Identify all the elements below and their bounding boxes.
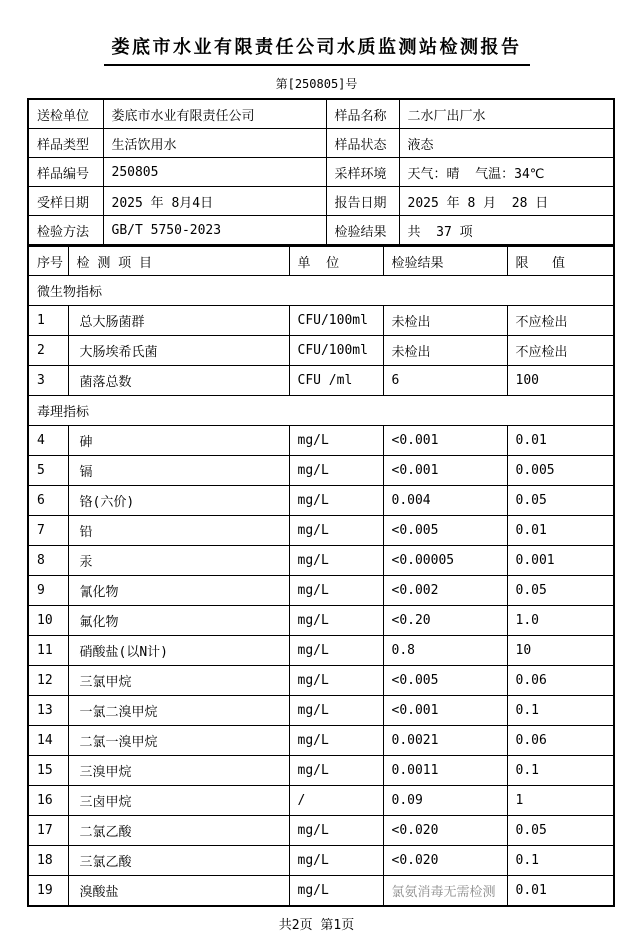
info-value: 娄底市水业有限责任公司: [103, 99, 326, 129]
section-row: [28, 276, 614, 306]
limit-value: 100: [507, 366, 614, 396]
result-row: [28, 306, 614, 336]
results-table: [27, 245, 615, 907]
info-label: 报告日期: [326, 187, 399, 216]
result-row: [28, 756, 614, 786]
unit: /: [289, 786, 383, 816]
col-header-result: 检验结果: [383, 246, 507, 276]
item-name: 三溴甲烷: [68, 756, 289, 786]
item-name: 三氯甲烷: [68, 666, 289, 696]
sample-info-table: [27, 98, 615, 246]
info-row: [28, 187, 614, 216]
section-header: 毒理指标: [28, 396, 614, 426]
row-no: 6: [28, 486, 68, 516]
result-row: [28, 786, 614, 816]
unit: mg/L: [289, 816, 383, 846]
result-row: [28, 426, 614, 456]
item-name: 菌落总数: [68, 366, 289, 396]
limit-value: 10: [507, 636, 614, 666]
row-no: 1: [28, 306, 68, 336]
limit-value: 0.001: [507, 546, 614, 576]
row-no: 8: [28, 546, 68, 576]
item-name: 三卤甲烷: [68, 786, 289, 816]
limit-value: 0.05: [507, 816, 614, 846]
info-label: 检验结果: [326, 216, 399, 246]
info-row: [28, 99, 614, 129]
row-no: 4: [28, 426, 68, 456]
info-value: 液态: [399, 129, 614, 158]
item-name: 大肠埃希氏菌: [68, 336, 289, 366]
report-title: 娄底市水业有限责任公司水质监测站检测报告: [104, 33, 530, 66]
result-row: [28, 546, 614, 576]
result-value: 未检出: [383, 336, 507, 366]
limit-value: 0.1: [507, 696, 614, 726]
row-no: 5: [28, 456, 68, 486]
info-label: 样品状态: [326, 129, 399, 158]
info-value: 2025 年 8 月 28 日: [399, 187, 614, 216]
result-row: [28, 696, 614, 726]
result-value: <0.001: [383, 456, 507, 486]
row-no: 10: [28, 606, 68, 636]
result-row: [28, 846, 614, 876]
unit: mg/L: [289, 606, 383, 636]
unit: mg/L: [289, 876, 383, 907]
info-row: [28, 216, 614, 246]
unit: mg/L: [289, 546, 383, 576]
doc-number: 第[250805]号: [275, 77, 358, 91]
result-value: 0.0011: [383, 756, 507, 786]
info-label: 样品名称: [326, 99, 399, 129]
limit-value: 1: [507, 786, 614, 816]
row-no: 17: [28, 816, 68, 846]
limit-value: 不应检出: [507, 306, 614, 336]
result-row: [28, 636, 614, 666]
info-row: [28, 129, 614, 158]
row-no: 15: [28, 756, 68, 786]
item-name: 镉: [68, 456, 289, 486]
limit-value: 0.1: [507, 756, 614, 786]
result-row: [28, 606, 614, 636]
item-name: 二氯一溴甲烷: [68, 726, 289, 756]
limit-value: 0.05: [507, 576, 614, 606]
unit: mg/L: [289, 636, 383, 666]
info-value: 250805: [103, 158, 326, 187]
col-header-no: 序号: [28, 246, 68, 276]
limit-value: 0.01: [507, 876, 614, 907]
result-row: [28, 666, 614, 696]
result-value: <0.001: [383, 426, 507, 456]
page-footer: 共2页 第1页: [278, 918, 355, 933]
item-name: 砷: [68, 426, 289, 456]
result-value: 0.8: [383, 636, 507, 666]
info-label: 检验方法: [28, 216, 103, 246]
info-label: 送检单位: [28, 99, 103, 129]
result-row: [28, 576, 614, 606]
result-row: [28, 366, 614, 396]
item-name: 一氯二溴甲烷: [68, 696, 289, 726]
result-value: <0.020: [383, 816, 507, 846]
row-no: 18: [28, 846, 68, 876]
item-name: 氰化物: [68, 576, 289, 606]
limit-value: 0.005: [507, 456, 614, 486]
row-no: 7: [28, 516, 68, 546]
result-value: <0.00005: [383, 546, 507, 576]
section-header: 微生物指标: [28, 276, 614, 306]
limit-value: 0.05: [507, 486, 614, 516]
result-value: <0.005: [383, 666, 507, 696]
report-header: [0, 0, 633, 66]
limit-value: 0.01: [507, 426, 614, 456]
item-name: 总大肠菌群: [68, 306, 289, 336]
item-name: 溴酸盐: [68, 876, 289, 907]
unit: mg/L: [289, 456, 383, 486]
unit: CFU /ml: [289, 366, 383, 396]
unit: mg/L: [289, 756, 383, 786]
row-no: 12: [28, 666, 68, 696]
limit-value: 0.06: [507, 666, 614, 696]
col-header-limit: 限 值: [507, 246, 614, 276]
info-label: 样品类型: [28, 129, 103, 158]
result-value: 0.004: [383, 486, 507, 516]
result-value: 0.0021: [383, 726, 507, 756]
unit: mg/L: [289, 426, 383, 456]
item-name: 氟化物: [68, 606, 289, 636]
col-header-unit: 单 位: [289, 246, 383, 276]
unit: mg/L: [289, 486, 383, 516]
unit: mg/L: [289, 696, 383, 726]
info-label: 受样日期: [28, 187, 103, 216]
row-no: 2: [28, 336, 68, 366]
row-no: 19: [28, 876, 68, 907]
result-row: [28, 486, 614, 516]
result-value: 0.09: [383, 786, 507, 816]
item-name: 铅: [68, 516, 289, 546]
item-name: 硝酸盐(以N计): [68, 636, 289, 666]
result-row: [28, 876, 614, 907]
section-row: [28, 396, 614, 426]
limit-value: 0.01: [507, 516, 614, 546]
result-value: <0.001: [383, 696, 507, 726]
item-name: 三氯乙酸: [68, 846, 289, 876]
unit: mg/L: [289, 576, 383, 606]
result-row: [28, 816, 614, 846]
row-no: 11: [28, 636, 68, 666]
row-no: 3: [28, 366, 68, 396]
result-row: [28, 726, 614, 756]
result-value: 6: [383, 366, 507, 396]
info-value: 生活饮用水: [103, 129, 326, 158]
row-no: 9: [28, 576, 68, 606]
unit: mg/L: [289, 726, 383, 756]
limit-value: 0.06: [507, 726, 614, 756]
info-value: 天气：晴 气温：34℃: [399, 158, 614, 187]
result-row: [28, 516, 614, 546]
unit: mg/L: [289, 846, 383, 876]
col-header-item: 检 测 项 目: [68, 246, 289, 276]
result-value: <0.20: [383, 606, 507, 636]
results-header-row: [28, 246, 614, 276]
info-value: GB/T 5750-2023: [103, 216, 326, 246]
item-name: 铬(六价): [68, 486, 289, 516]
result-value: 氯氨消毒无需检测: [383, 876, 507, 907]
row-no: 13: [28, 696, 68, 726]
info-row: [28, 158, 614, 187]
unit: mg/L: [289, 666, 383, 696]
info-label: 采样环境: [326, 158, 399, 187]
result-row: [28, 456, 614, 486]
item-name: 汞: [68, 546, 289, 576]
info-value: 共 37 项: [399, 216, 614, 246]
limit-value: 1.0: [507, 606, 614, 636]
info-value: 二水厂出厂水: [399, 99, 614, 129]
unit: CFU/100ml: [289, 306, 383, 336]
row-no: 14: [28, 726, 68, 756]
unit: mg/L: [289, 516, 383, 546]
result-value: <0.020: [383, 846, 507, 876]
result-value: <0.002: [383, 576, 507, 606]
unit: CFU/100ml: [289, 336, 383, 366]
item-name: 二氯乙酸: [68, 816, 289, 846]
row-no: 16: [28, 786, 68, 816]
info-label: 样品编号: [28, 158, 103, 187]
result-row: [28, 336, 614, 366]
result-value: 未检出: [383, 306, 507, 336]
limit-value: 不应检出: [507, 336, 614, 366]
limit-value: 0.1: [507, 846, 614, 876]
result-value: <0.005: [383, 516, 507, 546]
info-value: 2025 年 8月4日: [103, 187, 326, 216]
